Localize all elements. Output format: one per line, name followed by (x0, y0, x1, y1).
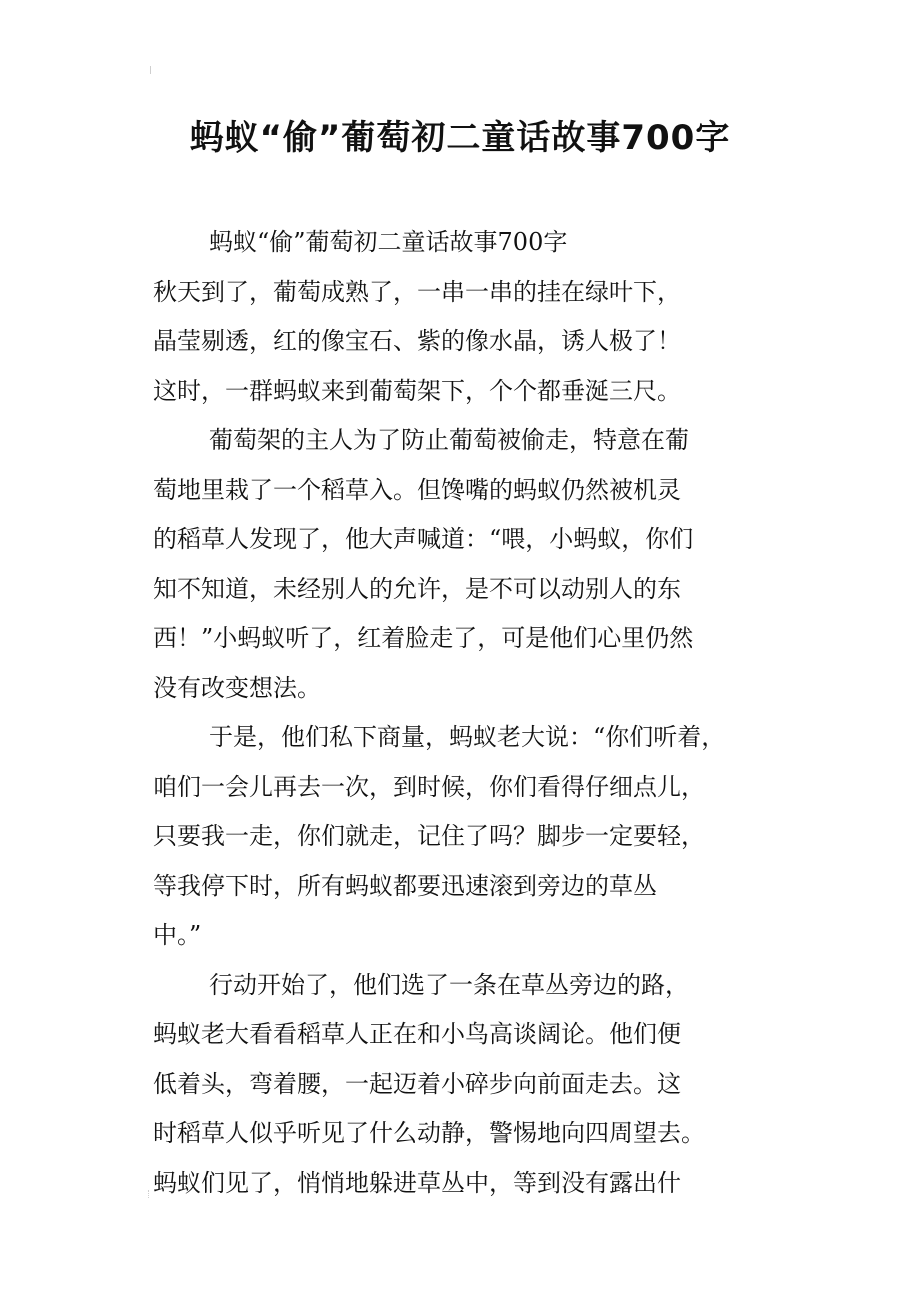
body-text-line: 中。” (153, 921, 202, 949)
body-text-line: 蚂蚁们见了，悄悄地躲进草丛中，等到没有露出什 (153, 1168, 681, 1197)
body-text-line: 时稻草人似乎听见了什么动静，警惕地向四周望去。 (153, 1119, 705, 1147)
body-text-line: 于是，他们私下商量，蚂蚁老大说：“你们听着， (209, 723, 726, 751)
document-title: 蚂蚁“偷”葡萄初二童话故事700字 (189, 118, 731, 158)
body-text-line: 的稻草人发现了，他大声喊道：“喂，小蚂蚁，你们 (153, 525, 694, 553)
body-text-line: 西！”小蚂蚁听了，红着脸走了，可是他们心里仍然 (153, 624, 694, 652)
body-text-line: 没有改变想法。 (153, 673, 321, 702)
corner-crop-mark (150, 66, 157, 74)
body-text-line: 只要我一走，你们就走，记住了吗？脚步一定要轻， (153, 822, 705, 850)
body-text-line: 咱们一会儿再去一次，到时候，你们看得仔细点儿， (153, 772, 705, 801)
body-text-line: 晶莹剔透，红的像宝石、紫的像水晶，诱人极了！ (153, 327, 681, 355)
body-text-line: 知不知道，未经别人的允许，是不可以动别人的东 (153, 574, 681, 603)
body-text-line: 蚂蚁老大看看稻草人正在和小鸟高谈阔论。他们便 (153, 1020, 681, 1048)
body-text-line: 秋天到了，葡萄成熟了，一串一串的挂在绿叶下， (153, 277, 681, 306)
body-text-line: 行动开始了，他们选了一条在草丛旁边的路， (209, 970, 689, 999)
body-text-line: 蚂蚁“偷”葡萄初二童话故事700字 (209, 228, 568, 256)
body-text-line: 这时，一群蚂蚁来到葡萄架下，个个都垂涎三尺。 (153, 376, 681, 405)
body-text-line: 低着头，弯着腰，一起迈着小碎步向前面走去。这 (153, 1069, 681, 1098)
document-body (153, 218, 793, 1208)
body-text-line: 等我停下时，所有蚂蚁都要迅速滚到旁边的草丛 (153, 871, 657, 900)
body-text-line: 萄地里栽了一个稻草入。但馋嘴的蚂蚁仍然被机灵 (153, 475, 681, 504)
body-text-line: 葡萄架的主人为了防止葡萄被偷走，特意在葡 (209, 426, 689, 454)
